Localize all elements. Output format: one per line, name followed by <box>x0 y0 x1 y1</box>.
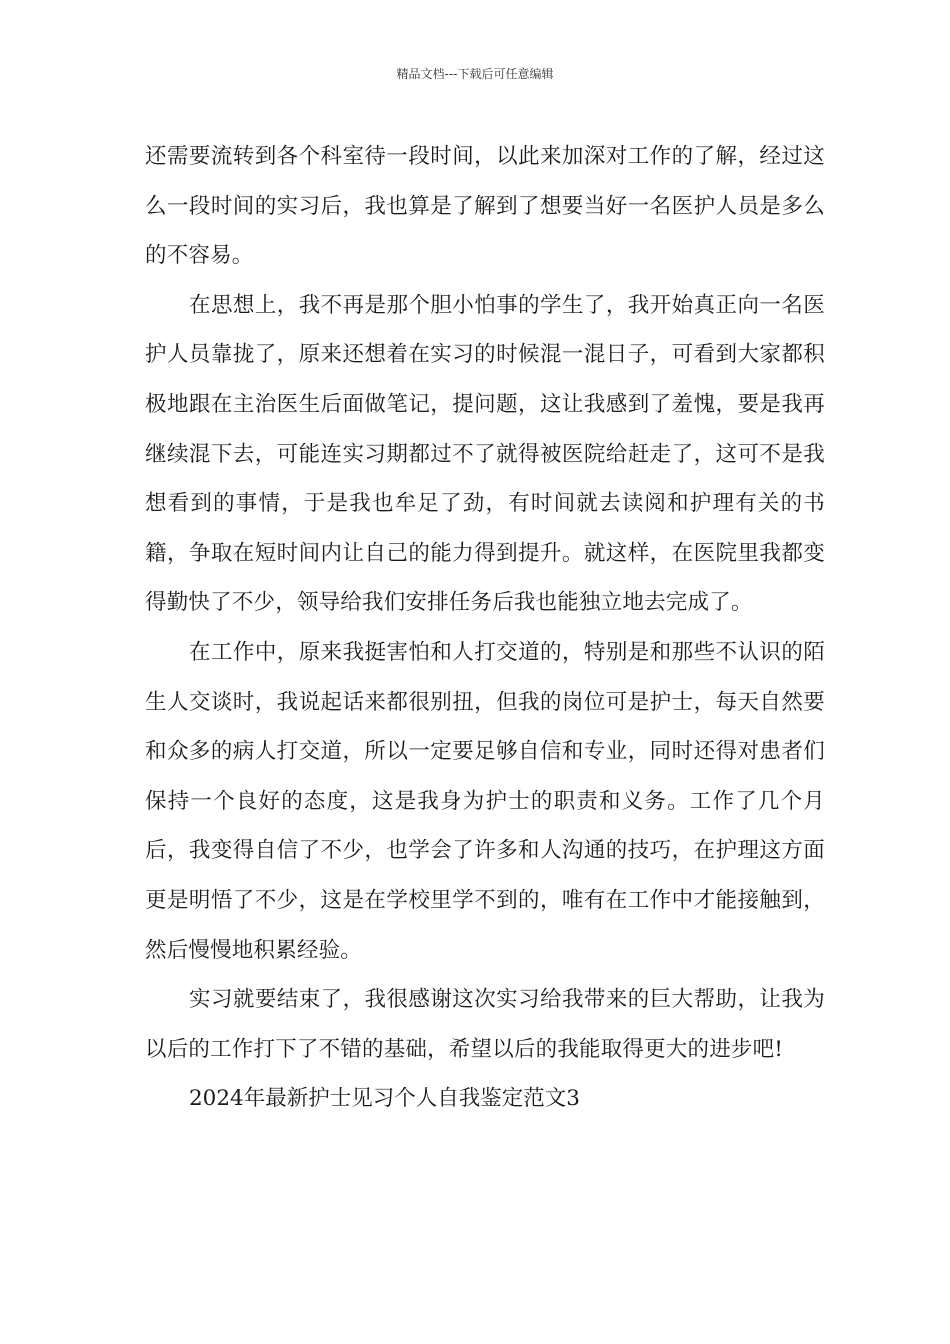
document-body <box>145 132 825 1124</box>
paragraph-thinking: 在思想上，我不再是那个胆小怕事的学生了，我开始真正向一名医护人员靠拢了，原来还想着在实习的时候混一混日子，可看到大家都积极地跟在主治医生后面做笔记，提问题，这让我感到了羞愧，要是我再继续混下去，可能连实习期都过不了就得被医院给赶走了，这可不是我想看到的事情，于是我也牟足了劲，有时间就去读阅和护理有关的书籍，争取在短时间内让自己的能力得到提升。就这样，在医院里我都变得勤快了不少，领导给我们安排任务后我也能独立地去完成了。 <box>145 292 825 616</box>
paragraph-continuation: 还需要流转到各个科室待一段时间，以此来加深对工作的了解，经过这么一段时间的实习后，我也算是了解到了想要当好一名医护人员是多么的不容易。 <box>145 144 825 269</box>
section-heading: 2024年最新护士见习个人自我鉴定范文3 <box>189 1086 580 1112</box>
paragraph-work: 在工作中，原来我挺害怕和人打交道的，特别是和那些不认识的陌生人交谈时，我说起话来都很别扭，但我的岗位可是护士，每天自然要和众多的病人打交道，所以一定要足够自信和专业，同时还得对患者们保持一个良好的态度，这是我身为护士的职责和义务。工作了几个月后，我变得自信了不少，也学会了许多和人沟通的技巧，在护理这方面更是明悟了不少，这是在学校里学不到的，唯有在工作中才能接触到，然后慢慢地积累经验。 <box>145 639 825 963</box>
page-header: 精品文档---下载后可任意编辑 <box>396 67 554 81</box>
paragraph-conclusion: 实习就要结束了，我很感谢这次实习给我带来的巨大帮助，让我为以后的工作打下了不错的基础，希望以后的我能取得更大的进步吧! <box>145 987 825 1062</box>
